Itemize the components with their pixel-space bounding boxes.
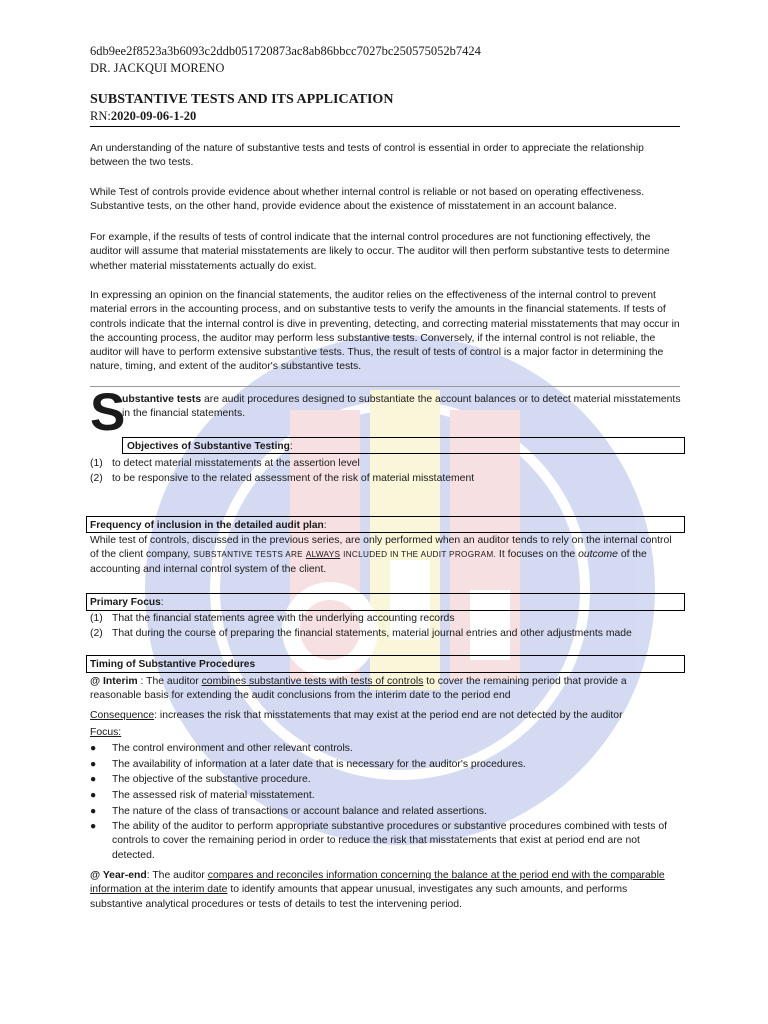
year-end-text: @ Year-end: The auditor compares and reconciles information concerning the balance at the period end with the comparable information at the interim date to identify amounts that appear unusual, investigates any such amounts, and performs substantive analytical procedures or tests of details to test the intervening period. xyxy=(90,870,665,910)
paragraph-opinion: In expressing an opinion on the financial statements, the auditor relies on the effectiveness of the internal control to prevent material errors in the accounting process, and on substantive tests to verify the amounts in the financial statements. If tests of controls indicate that the internal control is dive in preventing, detecting, and correcting material misstatements that may occur in the accounting process, the auditor may perform less substantive tests. Conversely, if the internal control is not reliable, the auditor will have to perform extensive substantive tests. Thus, the result of tests of control is a major factor in determining the nature, timing, and extent of the auditor's substantive tests. xyxy=(90,290,680,373)
substantive-tests-definition: ubstantive tests are audit procedures designed to substantiate the account balances or to detect material misstatements in the financial statements. xyxy=(122,394,681,420)
primary-focus-item: (2) That during the course of preparing the financial statements, material journal entries and other adjustments made xyxy=(90,628,632,639)
objective-item: (1) to detect material misstatements at the assertion level xyxy=(90,458,360,469)
list-item: ● The assessed risk of material misstatement. xyxy=(90,788,680,804)
bullet-icon: ● xyxy=(90,743,97,754)
bullet-icon: ● xyxy=(90,790,97,802)
list-item: ● The ability of the auditor to perform appropriate substantive procedures or substantive procedures combined with tests of controls to cover the remaining period in order to reduce the risk that misstatements that exist at period end are not detected. xyxy=(90,820,668,862)
focus-list xyxy=(90,741,680,864)
paragraph-intro: An understanding of the nature of substantive tests and tests of control is essential in order to appreciate the relationship between the two tests. xyxy=(90,143,644,169)
objectives-heading: Objectives of Substantive Testing: xyxy=(122,437,685,454)
consequence-text: Consequence: increases the risk that misstatements that may exist at the period end are not detected by the auditor xyxy=(90,710,623,721)
document-title: SUBSTANTIVE TESTS AND ITS APPLICATION xyxy=(90,92,394,107)
focus-label: Focus: xyxy=(90,727,122,738)
document-hash: 6db9ee2f8523a3b6093c2ddb051720873ac8ab86bbcc7027bc250575052b7424 xyxy=(90,44,481,58)
primary-focus-item: (1) That the financial statements agree with the underlying accounting records xyxy=(90,613,455,624)
drop-cap: S xyxy=(90,383,126,442)
bullet-icon: ● xyxy=(90,820,97,832)
bullet-icon: ● xyxy=(90,774,97,786)
list-item: ● The availability of information at a later date that is necessary for the auditor's procedures. xyxy=(90,757,680,773)
title-rule xyxy=(90,126,680,127)
list-item: ● The objective of the substantive procedure. xyxy=(90,772,680,788)
primary-focus-heading: Primary Focus: xyxy=(86,593,685,611)
paragraph-test-of-controls: While Test of controls provide evidence about whether internal control is reliable or not based on operating effectiveness. Substantive tests, on the other hand, provide evidence about the existence of misstatement in an account balance. xyxy=(90,187,645,213)
list-item: ● The control environment and other relevant controls. xyxy=(90,741,680,757)
list-item: ● The nature of the class of transactions or account balance and related assertions. xyxy=(90,804,680,820)
interim-text: @ Interim : The auditor combines substantive tests with tests of controls to cover the remaining period that provide a reasonable basis for extending the audit conclusions from the interim date to the period end xyxy=(90,676,627,702)
frequency-heading: Frequency of inclusion in the detailed audit plan: xyxy=(86,516,685,533)
objective-item: (2) to be responsive to the related assessment of the risk of material misstatement xyxy=(90,473,475,484)
bullet-icon: ● xyxy=(90,805,97,817)
bullet-icon: ● xyxy=(90,758,97,770)
timing-heading: Timing of Substantive Procedures xyxy=(86,655,685,673)
frequency-text: While test of controls, discussed in the previous series, are only performed when an auditor tends to rely on the internal control of the client company, SUBSTANTIVE TESTS ARE ALWAYS INCLUDED IN THE AUDIT PROGRAM. It focuses on the outcome of the accounting and internal control system of the client. xyxy=(90,535,672,575)
section-divider xyxy=(90,386,680,387)
reference-number: RN:2020-09-06-1-20 xyxy=(90,109,197,123)
paragraph-example: For example, if the results of tests of control indicate that the internal control procedures are not functioning effectively, the auditor will assume that material misstatements are likely to occur. The auditor will then perform substantive tests to determine whether material misstatements actually do exist. xyxy=(90,232,670,272)
author-name: DR. JACKQUI MORENO xyxy=(90,61,225,75)
